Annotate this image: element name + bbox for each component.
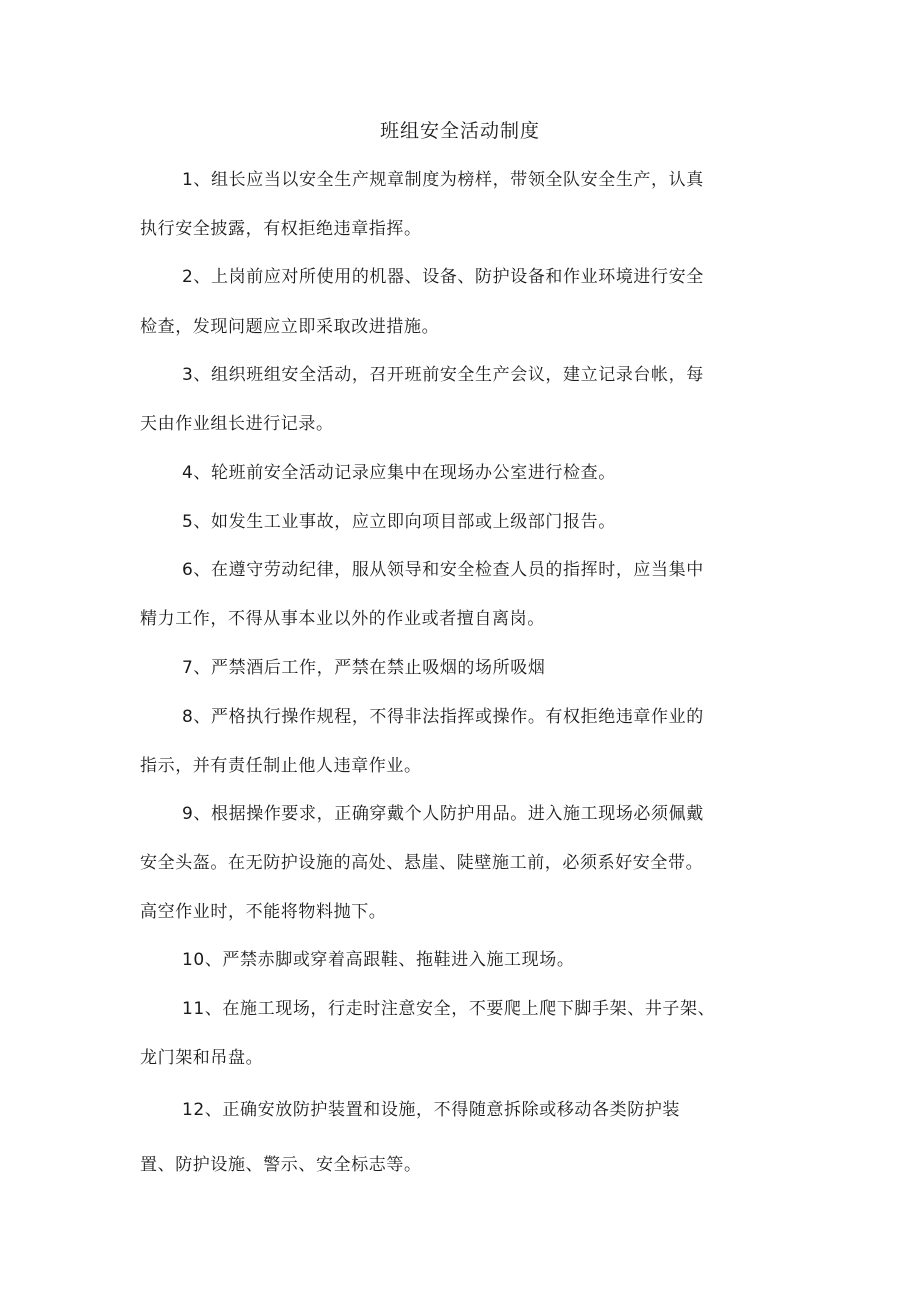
rule-2-line-1: 2、上岗前应对所使用的机器、设备、防护设备和作业环境进行安全	[182, 267, 704, 287]
rule-12-line-2: 置、防护设施、警示、安全标志等。	[140, 1155, 422, 1175]
rule-11-line-1: 11、在施工现场，行走时注意安全，不要爬上爬下脚手架、井子架、	[182, 999, 716, 1019]
rule-6-line-2: 精力工作，不得从事本业以外的作业或者擅自离岗。	[140, 609, 545, 629]
rule-4-line-1: 4、轮班前安全活动记录应集中在现场办公室进行检查。	[182, 463, 616, 483]
rule-9-line-3: 高空作业时，不能将物料抛下。	[140, 902, 387, 922]
rule-9-line-1: 9、根据操作要求，正确穿戴个人防护用品。进入施工现场必须佩戴	[182, 804, 704, 824]
rule-1-line-1: 1、组长应当以安全生产规章制度为榜样，带领全队安全生产，认真	[182, 170, 704, 190]
rule-11-line-2: 龙门架和吊盘。	[140, 1048, 264, 1068]
rule-2-line-2: 检查，发现问题应立即采取改进措施。	[140, 317, 440, 337]
rule-3-line-2: 天由作业组长进行记录。	[140, 414, 334, 434]
rule-10-line-1: 10、严禁赤脚或穿着高跟鞋、拖鞋进入施工现场。	[182, 950, 575, 970]
document-title: 班组安全活动制度	[379, 120, 540, 142]
rule-5-line-1: 5、如发生工业事故，应立即向项目部或上级部门报告。	[182, 512, 616, 532]
rule-6-line-1: 6、在遵守劳动纪律，服从领导和安全检查人员的指挥时，应当集中	[182, 560, 704, 580]
rule-12-line-1: 12、正确安放防护装置和设施，不得随意拆除或移动各类防护装	[182, 1100, 681, 1120]
rule-7-line-1: 7、严禁酒后工作，严禁在禁止吸烟的场所吸烟	[182, 658, 546, 678]
rule-8-line-1: 8、严格执行操作规程，不得非法指挥或操作。有权拒绝违章作业的	[182, 707, 704, 727]
rule-3-line-1: 3、组织班组安全活动，召开班前安全生产会议，建立记录台帐，每	[182, 365, 704, 385]
rule-1-line-2: 执行安全披露，有权拒绝违章指挥。	[140, 219, 422, 239]
rule-9-line-2: 安全头盔。在无防护设施的高处、悬崖、陡壁施工前，必须系好安全带。	[140, 853, 704, 873]
rule-8-line-2: 指示，并有责任制止他人违章作业。	[140, 756, 422, 776]
